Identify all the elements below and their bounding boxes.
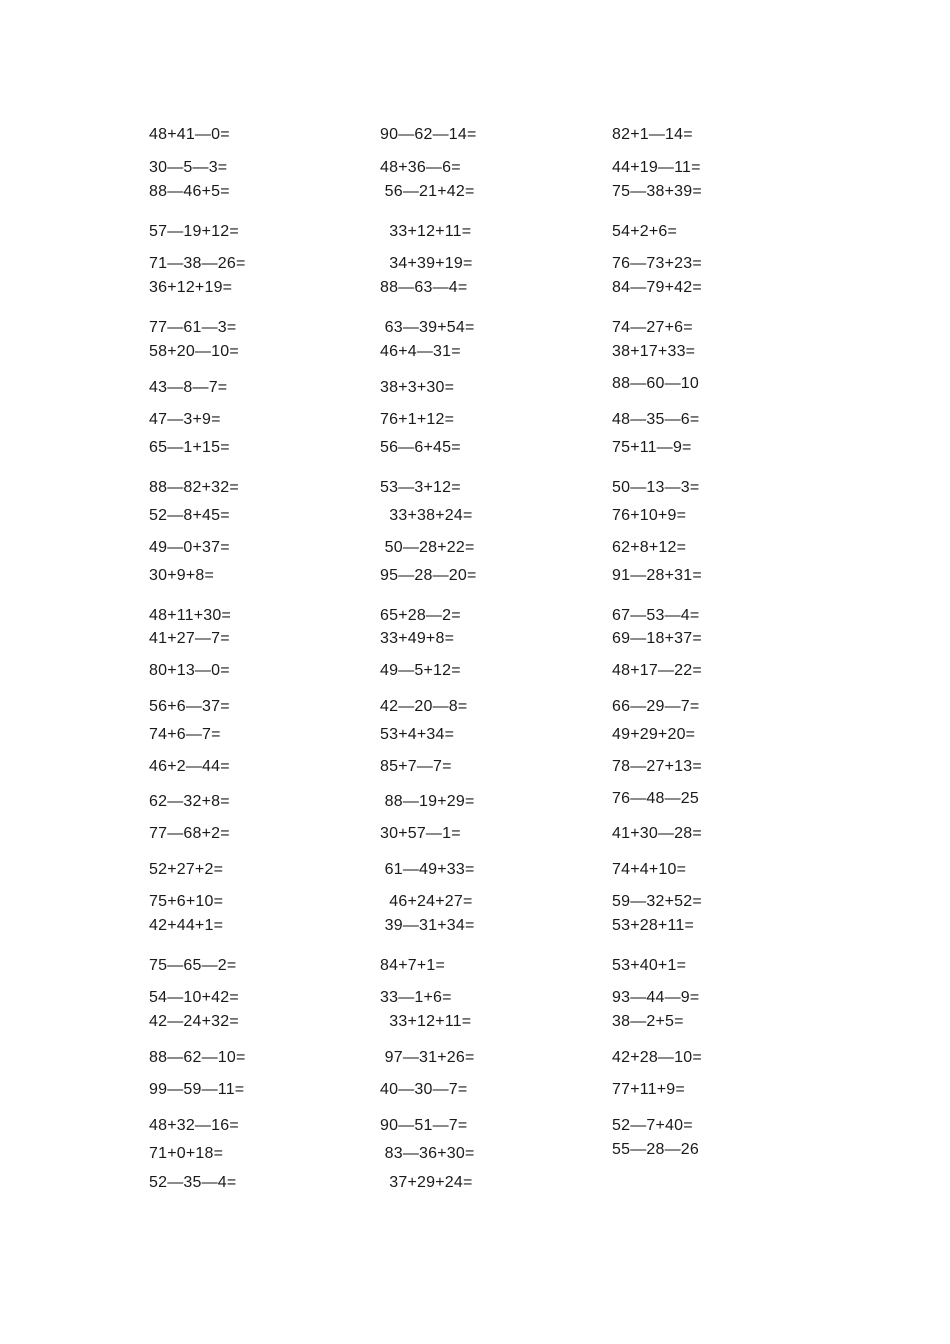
math-problem: 93—44—9= bbox=[612, 989, 700, 1006]
math-problem: 30—5—3= bbox=[149, 159, 228, 176]
math-problem: 76+1+12= bbox=[380, 411, 455, 428]
math-problem: 75—65—2= bbox=[149, 957, 237, 974]
math-problem: 74—27+6= bbox=[612, 319, 693, 336]
math-problem: 75+6+10= bbox=[149, 893, 224, 910]
math-problem: 75—38+39= bbox=[612, 183, 702, 200]
math-problem: 56+6—37= bbox=[149, 698, 230, 715]
math-problem: 71+0+18= bbox=[149, 1145, 224, 1162]
math-problem: 77—61—3= bbox=[149, 319, 237, 336]
math-problem: 65+28—2= bbox=[380, 607, 461, 624]
math-problem: 74+4+10= bbox=[612, 861, 687, 878]
math-problem: 30+9+8= bbox=[149, 567, 215, 584]
math-problem: 88—82+32= bbox=[149, 479, 239, 496]
math-problem: 46+4—31= bbox=[380, 343, 461, 360]
problem-column-2 bbox=[380, 0, 600, 1344]
math-problem: 42+44+1= bbox=[149, 917, 224, 934]
math-problem: 53+40+1= bbox=[612, 957, 687, 974]
math-problem: 39—31+34= bbox=[380, 917, 475, 934]
math-problem: 48+11+30= bbox=[149, 607, 232, 624]
math-problem: 59—32+52= bbox=[612, 893, 702, 910]
math-problem: 54—10+42= bbox=[149, 989, 239, 1006]
math-problem: 62+8+12= bbox=[612, 539, 687, 556]
math-problem: 56—21+42= bbox=[380, 183, 475, 200]
math-problem: 49—5+12= bbox=[380, 662, 461, 679]
math-problem: 38+3+30= bbox=[380, 379, 455, 396]
math-problem: 90—62—14= bbox=[380, 126, 477, 143]
math-problem: 97—31+26= bbox=[380, 1049, 475, 1066]
math-problem: 47—3+9= bbox=[149, 411, 221, 428]
math-problem: 52—7+40= bbox=[612, 1117, 693, 1134]
math-problem: 95—28—20= bbox=[380, 567, 477, 584]
math-problem: 48+32—16= bbox=[149, 1117, 239, 1134]
math-problem: 58+20—10= bbox=[149, 343, 239, 360]
math-problem: 85+7—7= bbox=[380, 758, 452, 775]
math-problem: 62—32+8= bbox=[149, 793, 230, 810]
math-problem: 69—18+37= bbox=[612, 630, 702, 647]
math-problem: 83—36+30= bbox=[380, 1145, 475, 1162]
math-problem: 40—30—7= bbox=[380, 1081, 468, 1098]
math-problem: 48+41—0= bbox=[149, 126, 230, 143]
math-problem: 65—1+15= bbox=[149, 439, 230, 456]
math-problem: 53—3+12= bbox=[380, 479, 461, 496]
math-problem: 46+24+27= bbox=[380, 893, 473, 910]
problem-column-3 bbox=[612, 0, 832, 1344]
math-problem: 76—48—25 bbox=[612, 790, 699, 807]
math-problem: 80+13—0= bbox=[149, 662, 230, 679]
math-problem: 52—35—4= bbox=[149, 1174, 237, 1191]
math-problem: 77—68+2= bbox=[149, 825, 230, 842]
math-problem: 99—59—11= bbox=[149, 1081, 245, 1098]
math-problem: 66—29—7= bbox=[612, 698, 700, 715]
math-problem: 61—49+33= bbox=[380, 861, 475, 878]
math-problem: 88—62—10= bbox=[149, 1049, 246, 1066]
math-problem: 52—8+45= bbox=[149, 507, 230, 524]
math-problem: 33+12+11= bbox=[380, 223, 472, 240]
math-problem: 46+2—44= bbox=[149, 758, 230, 775]
math-problem: 57—19+12= bbox=[149, 223, 239, 240]
math-problem: 88—46+5= bbox=[149, 183, 230, 200]
math-problem: 91—28+31= bbox=[612, 567, 702, 584]
math-problem: 49—0+37= bbox=[149, 539, 230, 556]
math-problem: 50—28+22= bbox=[380, 539, 475, 556]
math-problem: 33+12+11= bbox=[380, 1013, 472, 1030]
math-problem: 88—63—4= bbox=[380, 279, 468, 296]
math-problem: 84—79+42= bbox=[612, 279, 702, 296]
math-problem: 88—19+29= bbox=[380, 793, 475, 810]
math-problem: 37+29+24= bbox=[380, 1174, 473, 1191]
math-problem: 53+28+11= bbox=[612, 917, 695, 934]
math-problem: 75+11—9= bbox=[612, 439, 692, 456]
math-problem: 36+12+19= bbox=[149, 279, 233, 296]
math-problem: 48—35—6= bbox=[612, 411, 700, 428]
math-problem: 71—38—26= bbox=[149, 255, 246, 272]
math-problem: 30+57—1= bbox=[380, 825, 461, 842]
math-problem: 41+27—7= bbox=[149, 630, 230, 647]
math-problem: 48+17—22= bbox=[612, 662, 702, 679]
math-problem: 42+28—10= bbox=[612, 1049, 702, 1066]
math-problem: 33+38+24= bbox=[380, 507, 473, 524]
math-problem: 38—2+5= bbox=[612, 1013, 684, 1030]
math-problem: 33+49+8= bbox=[380, 630, 455, 647]
math-problem: 44+19—11= bbox=[612, 159, 701, 176]
math-problem: 56—6+45= bbox=[380, 439, 461, 456]
math-problem: 78—27+13= bbox=[612, 758, 702, 775]
math-problem: 84+7+1= bbox=[380, 957, 446, 974]
math-problem: 74+6—7= bbox=[149, 726, 221, 743]
math-problem: 38+17+33= bbox=[612, 343, 696, 360]
math-problem: 55—28—26 bbox=[612, 1141, 699, 1158]
math-problem: 76—73+23= bbox=[612, 255, 702, 272]
math-problem: 48+36—6= bbox=[380, 159, 461, 176]
math-problem: 41+30—28= bbox=[612, 825, 702, 842]
math-problem: 53+4+34= bbox=[380, 726, 455, 743]
math-problem: 50—13—3= bbox=[612, 479, 700, 496]
math-problem: 88—60—10 bbox=[612, 375, 699, 392]
math-problem: 43—8—7= bbox=[149, 379, 228, 396]
math-problem: 76+10+9= bbox=[612, 507, 687, 524]
math-problem: 67—53—4= bbox=[612, 607, 700, 624]
math-problem: 33—1+6= bbox=[380, 989, 452, 1006]
math-problem: 42—24+32= bbox=[149, 1013, 239, 1030]
math-problem: 90—51—7= bbox=[380, 1117, 468, 1134]
math-problem: 63—39+54= bbox=[380, 319, 475, 336]
math-problem: 54+2+6= bbox=[612, 223, 678, 240]
math-problem: 49+29+20= bbox=[612, 726, 696, 743]
math-problem: 82+1—14= bbox=[612, 126, 693, 143]
math-problem: 42—20—8= bbox=[380, 698, 468, 715]
problem-column-1 bbox=[149, 0, 369, 1344]
math-problem: 77+11+9= bbox=[612, 1081, 685, 1098]
math-problem: 34+39+19= bbox=[380, 255, 473, 272]
math-problem: 52+27+2= bbox=[149, 861, 224, 878]
